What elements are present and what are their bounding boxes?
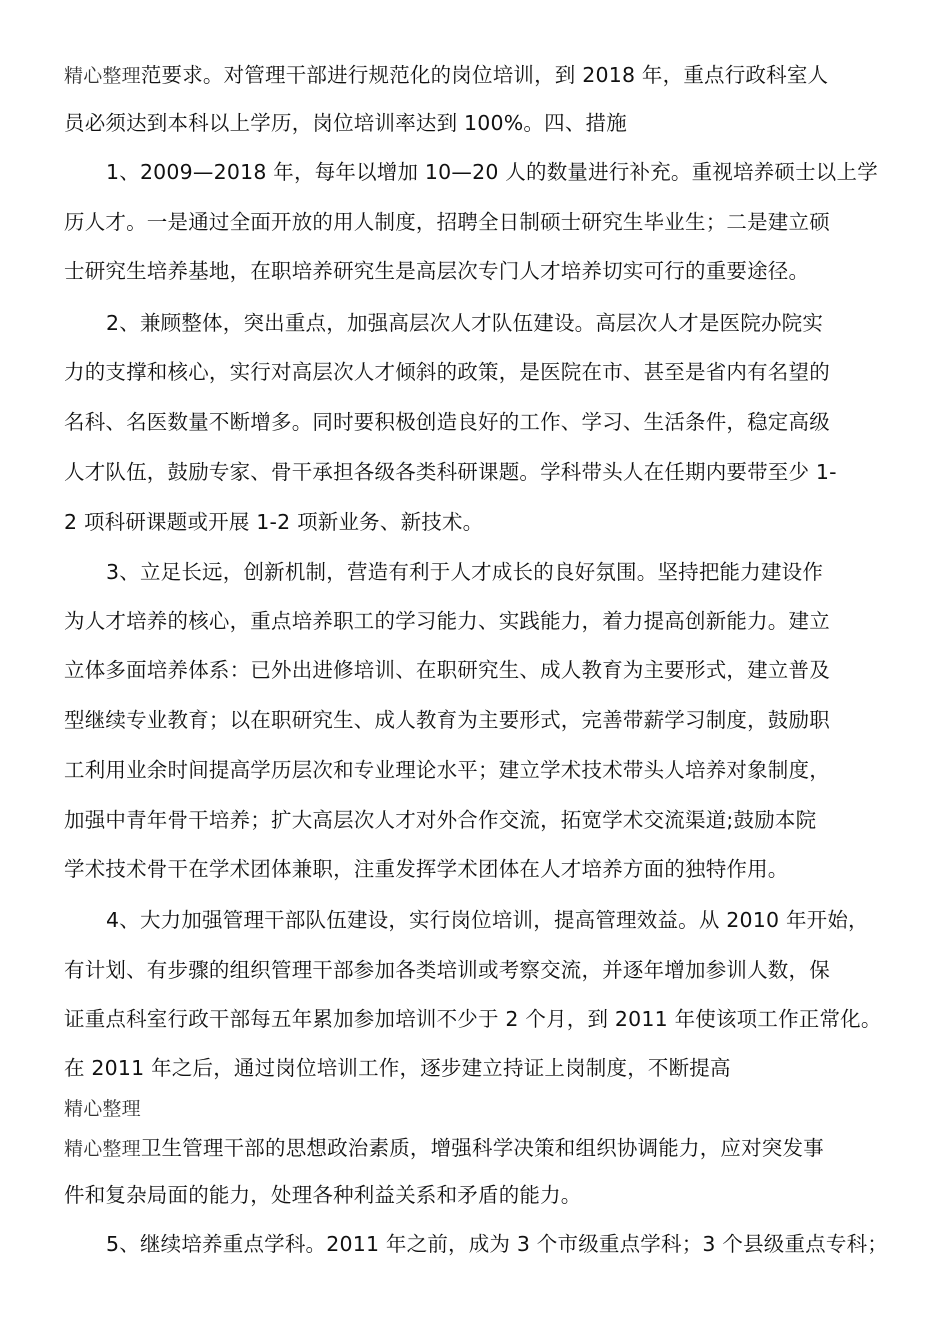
- paragraph-2-line: 2 项科研课题或开展 1-2 项新业务、新技术。: [64, 510, 484, 534]
- paragraph-3-line: 工利用业余时间提高学历层次和专业理论水平；建立学术技术带头人培养对象制度，: [64, 758, 830, 782]
- paragraph-1-line: 1、2009—2018 年，每年以增加 10—20 人的数量进行补充。重视培养硕士以上学: [106, 160, 878, 184]
- watermark-inline: 精心整理: [64, 65, 141, 87]
- paragraph-3-line: 3、立足长远，创新机制，营造有利于人才成长的良好氛围。坚持把能力建设作: [106, 560, 824, 584]
- paragraph-4-line: 证重点科室行政干部每五年累加参加培训不少于 2 个月，到 2011 年使该项工作正常化。: [64, 1007, 882, 1031]
- paragraph-3-line: 型继续专业教育；以在职研究生、成人教育为主要形式，完善带薪学习制度，鼓励职: [64, 708, 830, 732]
- paragraph-1-line: 士研究生培养基地，在职培养研究生是高层次专门人才培养切实可行的重要途径。: [64, 259, 810, 283]
- watermark-inline: 精心整理: [64, 1138, 141, 1160]
- text-line: 件和复杂局面的能力，处理各种利益关系和矛盾的能力。: [64, 1183, 582, 1207]
- paragraph-4-line: 4、大力加强管理干部队伍建设，实行岗位培训，提高管理效益。从 2010 年开始，: [106, 908, 869, 932]
- paragraph-4-line: 在 2011 年之后，通过岗位培训工作，逐步建立持证上岗制度，不断提高: [64, 1056, 731, 1080]
- paragraph-3-line: 为人才培养的核心，重点培养职工的学习能力、实践能力，着力提高创新能力。建立: [64, 609, 830, 633]
- text-line: 精心整理卫生管理干部的思想政治素质，增强科学决策和组织协调能力，应对突发事: [64, 1136, 824, 1160]
- paragraph-2-line: 力的支撑和核心，实行对高层次人才倾斜的政策，是医院在市、甚至是省内有名望的: [64, 360, 830, 384]
- paragraph-1-line: 历人才。一是通过全面开放的用人制度，招聘全日制硕士研究生毕业生；二是建立硕: [64, 210, 830, 234]
- paragraph-3-line: 立体多面培养体系：已外出进修培训、在职研究生、成人教育为主要形式，建立普及: [64, 658, 830, 682]
- text-line: 精心整理范要求。对管理干部进行规范化的岗位培训，到 2018 年，重点行政科室人: [64, 63, 829, 87]
- paragraph-5-line: 5、继续培养重点学科。2011 年之前，成为 3 个市级重点学科；3 个县级重点专科；: [106, 1232, 888, 1256]
- paragraph-3-line: 学术技术骨干在学术团体兼职，注重发挥学术团体在人才培养方面的独特作用。: [64, 857, 789, 881]
- paragraph-2-line: 人才队伍，鼓励专家、骨干承担各级各类科研课题。学科带头人在任期内要带至少 1-: [64, 460, 837, 484]
- watermark-footer: 精心整理: [64, 1098, 141, 1120]
- paragraph-4-line: 有计划、有步骤的组织管理干部参加各类培训或考察交流，并逐年增加参训人数，保: [64, 958, 830, 982]
- text-line: 员必须达到本科以上学历，岗位培训率达到 100%。四、措施: [64, 111, 627, 135]
- paragraph-2-line: 2、兼顾整体，突出重点，加强高层次人才队伍建设。高层次人才是医院办院实: [106, 311, 824, 335]
- paragraph-2-line: 名科、名医数量不断增多。同时要积极创造良好的工作、学习、生活条件，稳定高级: [64, 410, 830, 434]
- paragraph-3-line: 加强中青年骨干培养；扩大高层次人才对外合作交流，拓宽学术交流渠道;鼓励本院: [64, 808, 817, 832]
